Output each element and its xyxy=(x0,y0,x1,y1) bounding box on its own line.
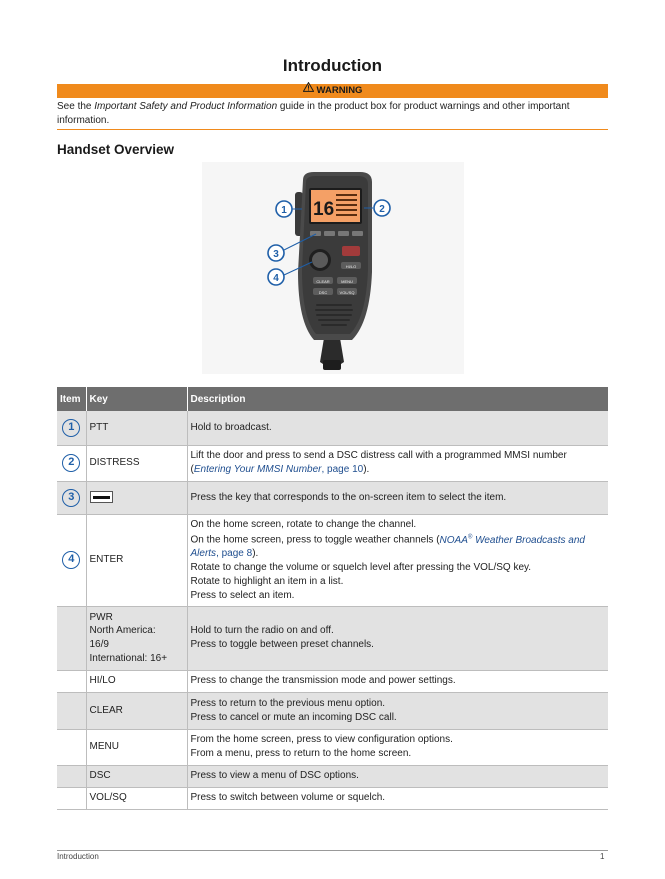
item-cell xyxy=(57,445,86,481)
warning-text-after: guide in the product box for product warnings and other important information. xyxy=(57,101,570,126)
description-cell xyxy=(187,729,608,765)
callout-3: 3 xyxy=(62,489,80,507)
warning-text-before: See the xyxy=(57,101,95,112)
desc-line: Rotate to highlight an item in a list. xyxy=(190,576,344,588)
callout-4: 4 xyxy=(62,551,80,569)
noaa-text: NOAA xyxy=(439,534,468,546)
warning-text xyxy=(57,100,608,127)
hilo-label: HI/LO xyxy=(345,264,357,269)
desc-line: Hold to turn the radio on and off. xyxy=(190,625,334,637)
warning-label: WARNING xyxy=(316,85,363,97)
item-cell xyxy=(57,514,86,606)
screen-channel: 16 xyxy=(313,199,335,220)
item-cell xyxy=(57,787,86,809)
handset-keys-table xyxy=(57,387,608,810)
footer-section: Introduction xyxy=(57,852,99,861)
table-row xyxy=(57,692,608,729)
key-line: North America: xyxy=(89,625,156,637)
warning-triangle-icon xyxy=(303,82,314,97)
description-cell: Hold to broadcast. xyxy=(187,411,608,445)
menu-label: MENU xyxy=(341,279,353,284)
description-cell xyxy=(187,606,608,670)
soft-key-icon xyxy=(90,491,113,503)
warning-banner xyxy=(57,84,608,98)
key-cell xyxy=(86,481,187,514)
key-cell: MENU xyxy=(86,729,187,765)
clear-label: CLEAR xyxy=(316,279,330,284)
desc-line: On the home screen, rotate to change the channel. xyxy=(190,518,417,530)
desc-text-end: ). xyxy=(252,548,259,560)
callout-1: 1 xyxy=(62,419,80,437)
key-line: International: 16+ xyxy=(89,652,168,664)
description-cell xyxy=(187,692,608,729)
dsc-label: DSC xyxy=(318,290,328,295)
figure-callout-3: 3 xyxy=(273,249,279,260)
desc-line: From the home screen, press to view configuration options. xyxy=(190,734,453,746)
mmsi-link[interactable]: Entering Your MMSI Number xyxy=(193,464,322,475)
footer-divider xyxy=(57,850,608,851)
item-cell xyxy=(57,765,86,787)
table-row xyxy=(57,481,608,514)
page-title: Introduction xyxy=(282,56,383,75)
desc-line: From a menu, press to return to the home screen. xyxy=(190,748,412,760)
table-row xyxy=(57,606,608,670)
table-row xyxy=(57,787,608,809)
key-cell: PTT xyxy=(86,411,187,445)
desc-line: Press to cancel or mute an incoming DSC call. xyxy=(190,711,397,723)
table-row xyxy=(57,670,608,692)
table-row xyxy=(57,765,608,787)
page-ref: , page 10 xyxy=(321,464,364,475)
handset-drawing xyxy=(202,162,464,374)
description-cell: Press to change the transmission mode and power settings. xyxy=(187,670,608,692)
desc-line: Press to select an item. xyxy=(190,589,295,601)
figure-callout-4: 4 xyxy=(273,273,279,284)
header-key: Key xyxy=(86,387,187,411)
volsq-label: VOL/SQ xyxy=(339,290,355,295)
key-cell xyxy=(86,606,187,670)
footer-page-number: 1 xyxy=(600,852,605,861)
item-cell xyxy=(57,670,86,692)
header-description: Description xyxy=(187,387,608,411)
item-cell xyxy=(57,481,86,514)
desc-line: Rotate to change the volume or squelch level after pressing the VOL/SQ key. xyxy=(190,562,532,574)
desc-text: On the home screen, press to toggle weather channels ( xyxy=(190,534,440,546)
item-cell xyxy=(57,729,86,765)
key-cell: ENTER xyxy=(86,514,187,606)
desc-text: Lift the door and press to send a DSC distress call with a programmed MMSI number ( xyxy=(190,450,567,475)
description-cell xyxy=(187,445,608,481)
desc-line xyxy=(191,531,606,561)
description-cell: Press to switch between volume or squelch. xyxy=(187,787,608,809)
warning-guide-title: Important Safety and Product Information xyxy=(94,101,278,112)
warning-divider xyxy=(57,129,608,130)
key-cell: HI/LO xyxy=(86,670,187,692)
figure-callout-2: 2 xyxy=(379,204,385,215)
noaa-text-rest: Weather Broadcasts and Alerts xyxy=(190,534,585,560)
description-cell: Press to view a menu of DSC options. xyxy=(187,765,608,787)
table-header-row xyxy=(57,387,608,411)
desc-text-end: ). xyxy=(363,464,370,475)
table-row xyxy=(57,445,608,481)
key-cell: VOL/SQ xyxy=(86,787,187,809)
item-cell xyxy=(57,606,86,670)
item-cell xyxy=(57,411,86,445)
key-cell: DISTRESS xyxy=(86,445,187,481)
header-item: Item xyxy=(57,387,86,411)
key-cell: CLEAR xyxy=(86,692,187,729)
figure-callout-1: 1 xyxy=(281,205,287,216)
desc-line: Press to toggle between preset channels. xyxy=(190,639,374,651)
callout-2: 2 xyxy=(62,454,80,472)
desc-line: Press to return to the previous menu option. xyxy=(190,697,386,709)
registered-mark: ® xyxy=(467,534,473,541)
item-cell xyxy=(57,692,86,729)
table-row xyxy=(57,729,608,765)
key-cell: DSC xyxy=(86,765,187,787)
page-ref: , page 8 xyxy=(216,548,253,560)
description-cell: Press the key that corresponds to the on-screen item to select the item. xyxy=(187,481,608,514)
table-row xyxy=(57,514,608,606)
section-title: Handset Overview xyxy=(57,142,175,157)
key-line: PWR xyxy=(89,611,113,623)
table-row xyxy=(57,411,608,445)
description-cell xyxy=(187,514,608,606)
handset-illustration xyxy=(202,162,464,374)
key-line: 16/9 xyxy=(89,639,109,651)
